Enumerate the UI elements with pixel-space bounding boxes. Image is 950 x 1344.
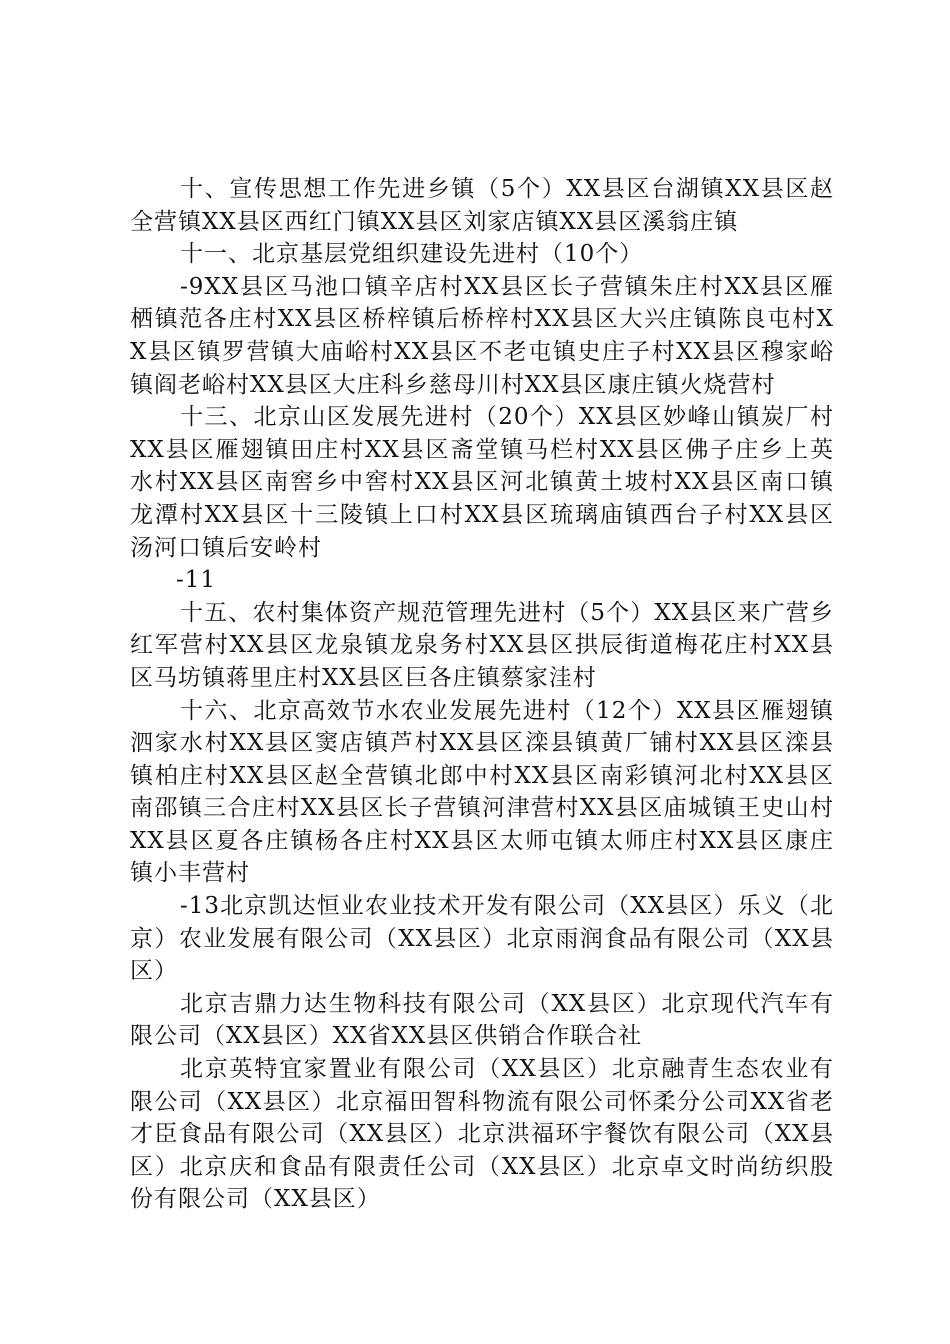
page-marker: -11 bbox=[176, 567, 217, 594]
paragraph-party-building-heading: 十一、北京基层党组织建设先进村（10个） bbox=[180, 241, 644, 268]
paragraph-water-saving: 十六、北京高效节水农业发展先进村（12个）XX县区雁翅镇泗家水村XX县区窦店镇芦村XX县区滦县镇黄厂铺村XX县区滦县镇柏庄村XX县区赵全营镇北郎中村XX县区南彩镇河北村XX县区南邵镇三合庄村XX县区长子营镇河津营村XX县区庙城镇王史山村XX县区夏各庄镇杨各庄村XX县区太师屯镇太师庄村XX县区康庄镇小丰营村 bbox=[130, 697, 834, 887]
paragraph-propaganda-towns: 十、宣传思想工作先进乡镇（5个）XX县区台湖镇XX县区赵全营镇XX县区西红门镇XX县区刘家店镇XX县区溪翁庄镇 bbox=[130, 176, 834, 235]
paragraph-companies-3: 北京英特宜家置业有限公司（XX县区）北京融青生态农业有限公司（XX县区）北京福田智科物流有限公司怀柔分公司XX省老才臣食品有限公司（XX县区）北京洪福环宇餐饮有限公司（XX县区）北京庆和食品有限责任公司（XX县区）北京卓文时尚纺织股份有限公司（XX县区） bbox=[130, 1056, 834, 1213]
paragraph-collective-assets: 十五、农村集体资产规范管理先进村（5个）XX县区来广营乡红军营村XX县区龙泉镇龙泉务村XX县区拱辰街道梅花庄村XX县区马坊镇蒋里庄村XX县区巨各庄镇蔡家洼村 bbox=[130, 599, 834, 691]
paragraph-companies-1: -13北京凯达恒业农业技术开发有限公司（XX县区）乐义（北京）农业发展有限公司（XX县区）北京雨润食品有限公司（XX县区） bbox=[130, 893, 834, 985]
paragraph-mountain-villages: 十三、北京山区发展先进村（20个）XX县区妙峰山镇炭厂村XX县区雁翅镇田庄村XX县区斋堂镇马栏村XX县区佛子庄乡上英水村XX县区南窖乡中窖村XX县区河北镇黄土坡村XX县区南口镇龙潭村XX县区十三陵镇上口村XX县区琉璃庙镇西台子村XX县区汤河口镇后安岭村 bbox=[130, 404, 834, 561]
document-body bbox=[130, 173, 834, 1216]
paragraph-party-building-villages: -9XX县区马池口镇辛店村XX县区长子营镇朱庄村XX县区雁栖镇范各庄村XX县区桥梓镇后桥梓村XX县区大兴庄镇陈良屯村XX县区镇罗营镇大庙峪村XX县区不老屯镇史庄子村XX县区穆家峪镇阎老峪村XX县区大庄科乡慈母川村XX县区康庄镇火烧营村 bbox=[130, 273, 834, 398]
paragraph-companies-2: 北京吉鼎力达生物科技有限公司（XX县区）北京现代汽车有限公司（XX县区）XX省XX县区供销合作联合社 bbox=[130, 990, 834, 1050]
